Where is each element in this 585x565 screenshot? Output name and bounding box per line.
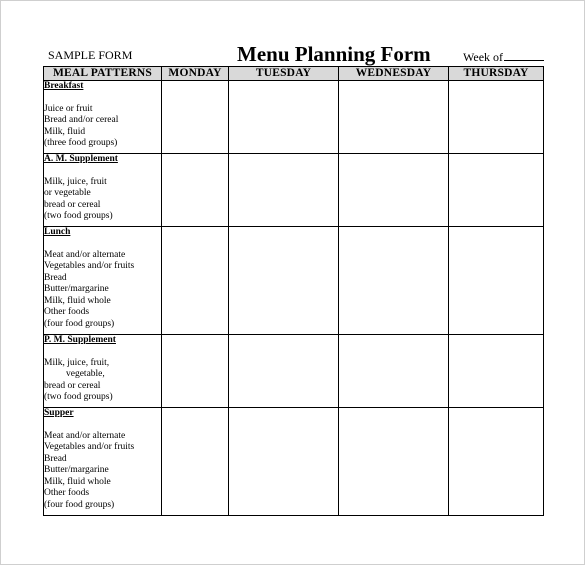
column-header-wednesday: WEDNESDAY [339,67,449,81]
table-header-row [44,67,544,81]
meal-name: Lunch [44,227,71,237]
page-title: Menu Planning Form [237,42,431,66]
week-of-blank-line[interactable] [504,49,544,61]
meal-item: Bread [44,272,67,283]
table-row-breakfast [44,81,544,154]
meal-name: A. M. Supplement [44,154,118,164]
thursday-cell[interactable] [449,81,544,154]
wednesday-cell[interactable] [339,408,449,516]
table-row-pm-supplement [44,335,544,408]
monday-cell[interactable] [162,81,229,154]
meal-item: Bread [44,453,67,464]
thursday-cell[interactable] [449,154,544,227]
meal-item: vegetable, [66,369,105,379]
meal-item: Milk, fluid [44,126,86,137]
table-row-am-supplement [44,154,544,227]
monday-cell[interactable] [162,335,229,408]
monday-cell[interactable] [162,227,229,335]
tuesday-cell[interactable] [229,81,339,154]
tuesday-cell[interactable] [229,227,339,335]
week-of-label: Week of [463,50,504,64]
meal-item: Vegetables and/or fruits [44,442,135,452]
wednesday-cell[interactable] [339,335,449,408]
meal-cell [44,81,162,154]
meal-item: (two food groups) [44,211,113,221]
column-header-thursday: THURSDAY [449,67,544,81]
column-header-monday: MONDAY [162,67,229,81]
meal-item: Juice or fruit [44,103,93,114]
meal-item: bread or cereal [44,199,101,210]
meal-cell [44,227,162,335]
sample-form-label: SAMPLE FORM [48,48,133,62]
meal-item: (three food groups) [44,138,118,148]
column-header-tuesday: TUESDAY [229,67,339,81]
meal-cell [44,335,162,408]
meal-item: Milk, fluid whole [44,476,111,487]
thursday-cell[interactable] [449,408,544,516]
wednesday-cell[interactable] [339,227,449,335]
thursday-cell[interactable] [449,335,544,408]
tuesday-cell[interactable] [229,335,339,408]
meal-item: Other foods [44,488,90,498]
meal-item: Milk, fluid whole [44,295,111,306]
tuesday-cell[interactable] [229,154,339,227]
meal-name: Supper [44,408,74,418]
meal-cell [44,408,162,516]
monday-cell[interactable] [162,154,229,227]
tuesday-cell[interactable] [229,408,339,516]
monday-cell[interactable] [162,408,229,516]
meal-item: Butter/margarine [44,465,109,475]
meal-cell [44,154,162,227]
wednesday-cell[interactable] [339,81,449,154]
meal-item: Milk, juice, fruit [44,176,107,187]
meal-item: Other foods [44,307,90,317]
meal-item: (four food groups) [44,318,115,329]
week-of-field[interactable] [463,49,544,65]
thursday-cell[interactable] [449,227,544,335]
meal-item: Bread and/or cereal [44,115,119,125]
meal-item: Butter/margarine [44,284,109,294]
column-header-meal-patterns: MEAL PATTERNS [44,67,162,81]
table-row-lunch [44,227,544,335]
meal-item: Meat and/or alternate [44,430,126,441]
meal-item: bread or cereal [44,380,101,391]
meal-item: Meat and/or alternate [44,249,126,260]
meal-name: P. M. Supplement [44,335,116,345]
meal-item: Milk, juice, fruit, [44,357,110,368]
meal-item: (two food groups) [44,392,113,402]
meal-item: Vegetables and/or fruits [44,261,135,271]
wednesday-cell[interactable] [339,154,449,227]
meal-item: (four food groups) [44,499,115,510]
meal-name: Breakfast [44,81,84,91]
table-row-supper [44,408,544,516]
menu-planning-table [43,66,544,516]
meal-item: or vegetable [44,188,91,198]
